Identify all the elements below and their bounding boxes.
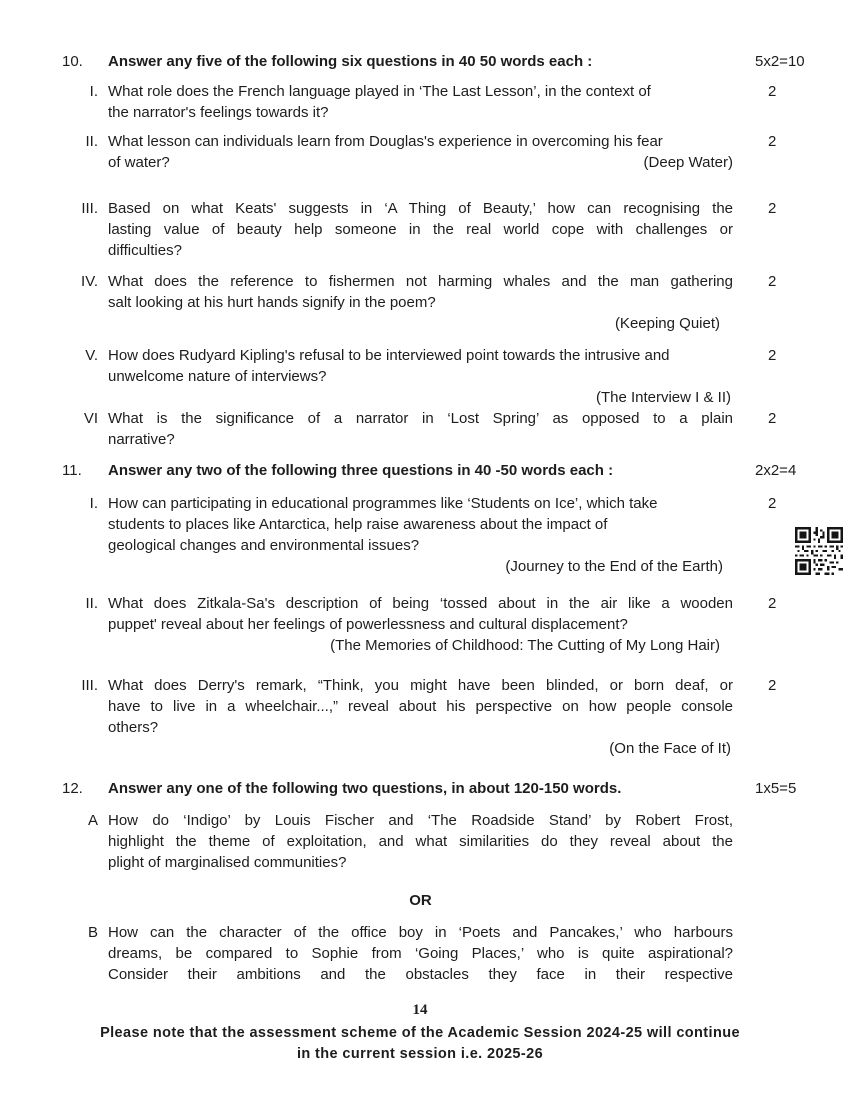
- sub-question-text: [108, 198, 733, 261]
- marks: 2: [768, 83, 777, 100]
- text-line: the narrator's feelings towards it?: [108, 104, 329, 121]
- text-line: How can participating in educational programmes like ‘Students on Ice’, which take: [108, 495, 658, 512]
- text-line: [108, 152, 733, 173]
- text-line: unwelcome nature of interviews?: [108, 368, 327, 385]
- question-11-number: 11.: [62, 462, 82, 479]
- question-10-i: [60, 81, 805, 123]
- text-line: dreams, be compared to Sophie from ‘Going Places,’ who is quite aspirational?: [108, 945, 733, 962]
- question-10-iv: [60, 271, 805, 334]
- text-fragment: of water?: [108, 154, 170, 171]
- question-12-a: [60, 810, 805, 873]
- sub-question-text: [108, 922, 733, 985]
- question-10-heading: Answer any five of the following six questions in 40 50 words each :: [108, 53, 593, 70]
- sub-question-text: [108, 81, 733, 123]
- text-line: puppet' reveal about her feelings of powerlessness and cultural displacement?: [108, 616, 628, 633]
- marks: 2: [768, 347, 777, 364]
- marks: 2: [768, 133, 777, 150]
- question-10-ii: [60, 131, 805, 173]
- text-line: geological changes and environmental issues?: [108, 537, 420, 554]
- question-10-number: 10.: [62, 53, 83, 70]
- text-line: highlight the theme of exploitation, and what similarities do they reveal about the: [108, 833, 733, 850]
- text-line: plight of marginalised communities?: [108, 854, 347, 871]
- sub-question-text: [108, 271, 733, 334]
- question-10-v: [60, 345, 805, 408]
- sub-question-text: [108, 408, 733, 450]
- qr-code-icon: [795, 527, 843, 575]
- sub-question-label: B: [87, 924, 98, 941]
- sub-question-label: A: [87, 812, 98, 829]
- sub-question-label: II.: [85, 133, 98, 150]
- marks: 2: [768, 410, 777, 427]
- question-10-iii: [60, 198, 805, 261]
- sub-question-label: II.: [85, 595, 98, 612]
- attribution: (Journey to the End of the Earth): [505, 558, 723, 575]
- text-line: What does Derry's remark, “Think, you might have been blinded, or born deaf, or: [108, 677, 733, 694]
- attribution: (On the Face of It): [609, 740, 731, 757]
- attribution: (The Interview I & II): [595, 389, 731, 406]
- page-number: 14: [412, 1002, 428, 1018]
- sub-question-text: [108, 810, 733, 873]
- question-12-marks: 1x5=5: [755, 780, 797, 797]
- sub-question-text: [108, 345, 733, 408]
- attribution: (Deep Water): [643, 154, 733, 171]
- or-separator: OR: [409, 892, 432, 909]
- question-11-heading-row: [60, 460, 805, 481]
- question-12-number: 12.: [62, 780, 83, 797]
- text-line: salt looking at his hurt hands signify in the poem?: [108, 294, 436, 311]
- sub-question-text: [108, 593, 733, 656]
- sub-question-label: V.: [85, 347, 98, 364]
- question-11-marks: 2x2=4: [755, 462, 797, 479]
- sub-question-text: [108, 493, 733, 577]
- text-line: others?: [108, 719, 159, 736]
- text-line: students to places like Antarctica, help raise awareness about the impact of: [108, 516, 608, 533]
- attribution: (Keeping Quiet): [614, 315, 720, 332]
- text-line: What role does the French language played in ‘The Last Lesson’, in the context of: [108, 83, 651, 100]
- question-12-b: [60, 922, 805, 985]
- question-11-heading: Answer any two of the following three questions in 40 -50 words each :: [108, 462, 614, 479]
- question-paper-content: [60, 51, 805, 985]
- question-10-heading-row: [60, 51, 805, 72]
- text-line: difficulties?: [108, 242, 182, 259]
- text-line: Consider their ambitions and the obstacles they face in their respective: [108, 966, 733, 983]
- text-line: lasting value of beauty help someone in the real world cope with challenges or: [108, 221, 733, 238]
- text-line: narrative?: [108, 431, 175, 448]
- question-11-i: [60, 493, 805, 577]
- question-10-vi: [60, 408, 805, 450]
- marks: 2: [768, 595, 777, 612]
- footer-note-line-1: Please note that the assessment scheme of the Academic Session 2024-25 will continue: [100, 1025, 740, 1041]
- attribution: (The Memories of Childhood: The Cutting of My Long Hair): [330, 637, 720, 654]
- footer-note-line-2: in the current session i.e. 2025-26: [296, 1045, 544, 1062]
- text-line: What is the significance of a narrator in ‘Lost Spring’ as opposed to a plain: [108, 410, 733, 427]
- sub-question-text: [108, 675, 733, 759]
- text-line: What does the reference to fishermen not harming whales and the man gathering: [108, 273, 733, 290]
- text-line: How can the character of the office boy in ‘Poets and Pancakes,’ who harbours: [108, 924, 733, 941]
- sub-question-label: I.: [89, 495, 98, 512]
- text-line: What does Zitkala-Sa's description of being ‘tossed about in the air like a wooden: [108, 595, 733, 612]
- or-separator-row: [60, 890, 805, 911]
- sub-question-label: IV.: [81, 273, 98, 290]
- sub-question-label: VI: [83, 410, 98, 427]
- sub-question-label: III.: [81, 677, 98, 694]
- text-line: Based on what Keats' suggests in ‘A Thing of Beauty,’ how can recognising the: [108, 200, 733, 217]
- text-line: How does Rudyard Kipling's refusal to be interviewed point towards the intrusive and: [108, 347, 670, 364]
- question-12-heading: Answer any one of the following two questions, in about 120-150 words.: [108, 780, 622, 797]
- text-line: What lesson can individuals learn from Douglas's experience in overcoming his fear: [108, 133, 663, 150]
- page-footer: [0, 1001, 840, 1064]
- marks: 2: [768, 495, 777, 512]
- marks: 2: [768, 273, 777, 290]
- question-11-ii: [60, 593, 805, 656]
- text-line: have to live in a wheelchair...,” reveal about his perspective on how people console: [108, 698, 733, 715]
- sub-question-label: III.: [81, 200, 98, 217]
- question-11-iii: [60, 675, 805, 759]
- text-line: How do ‘Indigo’ by Louis Fischer and ‘The Roadside Stand’ by Robert Frost,: [108, 812, 733, 829]
- sub-question-label: I.: [89, 83, 98, 100]
- marks: 2: [768, 677, 777, 694]
- marks: 2: [768, 200, 777, 217]
- sub-question-text: [108, 131, 733, 173]
- question-12-heading-row: [60, 778, 805, 799]
- question-10-marks: 5x2=10: [755, 53, 805, 70]
